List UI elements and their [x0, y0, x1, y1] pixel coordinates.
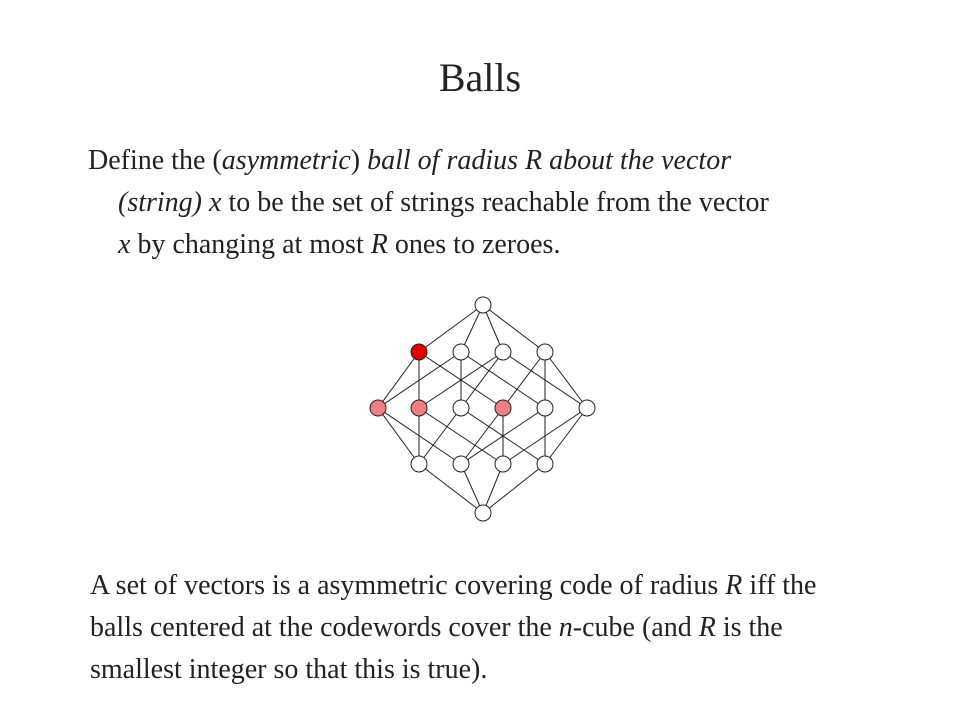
definition-text-span: ) — [350, 145, 368, 176]
lattice-node-empty — [475, 297, 491, 313]
lattice-node-empty — [537, 400, 553, 416]
lattice-node-empty — [453, 400, 469, 416]
covering-code-text — [90, 565, 930, 691]
covering-text-span: is the — [715, 612, 783, 643]
lattice-node-empty — [579, 400, 595, 416]
definition-text-span: Define the ( — [88, 145, 222, 176]
lattice-node-ball — [370, 400, 386, 416]
covering-line-3: smallest integer so that this is true). — [90, 654, 488, 685]
r-variable: R — [725, 570, 743, 601]
covering-line-1 — [90, 565, 930, 607]
lattice-edge — [378, 408, 419, 464]
lattice-edge — [483, 464, 545, 513]
lattice-node-empty — [495, 456, 511, 472]
r-variable: R — [698, 612, 716, 643]
slide-title: Balls — [438, 55, 522, 100]
lattice-edge — [461, 408, 503, 464]
lattice-node-empty — [453, 344, 469, 360]
covering-text-span: A set of vectors is a asymmetric covering code of radius — [90, 570, 726, 601]
lattice-edges — [378, 305, 587, 513]
lattice-edge — [503, 352, 545, 408]
definition-text-span: to be the set of strings reachable from the vector — [221, 187, 769, 218]
asymmetric-term: asymmetric — [221, 145, 351, 176]
lattice-edge — [419, 305, 483, 352]
n-variable: n — [558, 612, 573, 643]
string-term: (string) x — [118, 187, 222, 218]
lattice-edge — [483, 305, 545, 352]
lattice-edge — [378, 352, 419, 408]
covering-line-2 — [90, 607, 930, 649]
covering-text-span: balls centered at the codewords cover the — [90, 612, 559, 643]
lattice-node-ball — [495, 400, 511, 416]
lattice-edge — [461, 352, 503, 408]
lattice-node-empty — [411, 456, 427, 472]
lattice-node-empty — [537, 344, 553, 360]
lattice-node-ball — [411, 400, 427, 416]
lattice-edge — [545, 408, 587, 464]
r-variable: R — [370, 229, 388, 260]
lattice-node-empty — [537, 456, 553, 472]
covering-text-span: iff the — [742, 570, 817, 601]
x-variable: x — [118, 229, 131, 260]
lattice-edge — [419, 408, 461, 464]
lattice-node-center — [411, 344, 427, 360]
ball-term: ball of radius R about the vector — [367, 145, 732, 176]
lattice-node-empty — [453, 456, 469, 472]
lattice-nodes — [370, 297, 595, 521]
lattice-node-empty — [495, 344, 511, 360]
lattice-edge — [419, 464, 483, 513]
lattice-edge — [545, 352, 587, 408]
definition-text-span: by changing at most — [130, 229, 371, 260]
covering-text-span: -cube (and — [572, 612, 699, 643]
definition-text-span: ones to zeroes. — [387, 229, 561, 260]
lattice-node-empty — [475, 505, 491, 521]
